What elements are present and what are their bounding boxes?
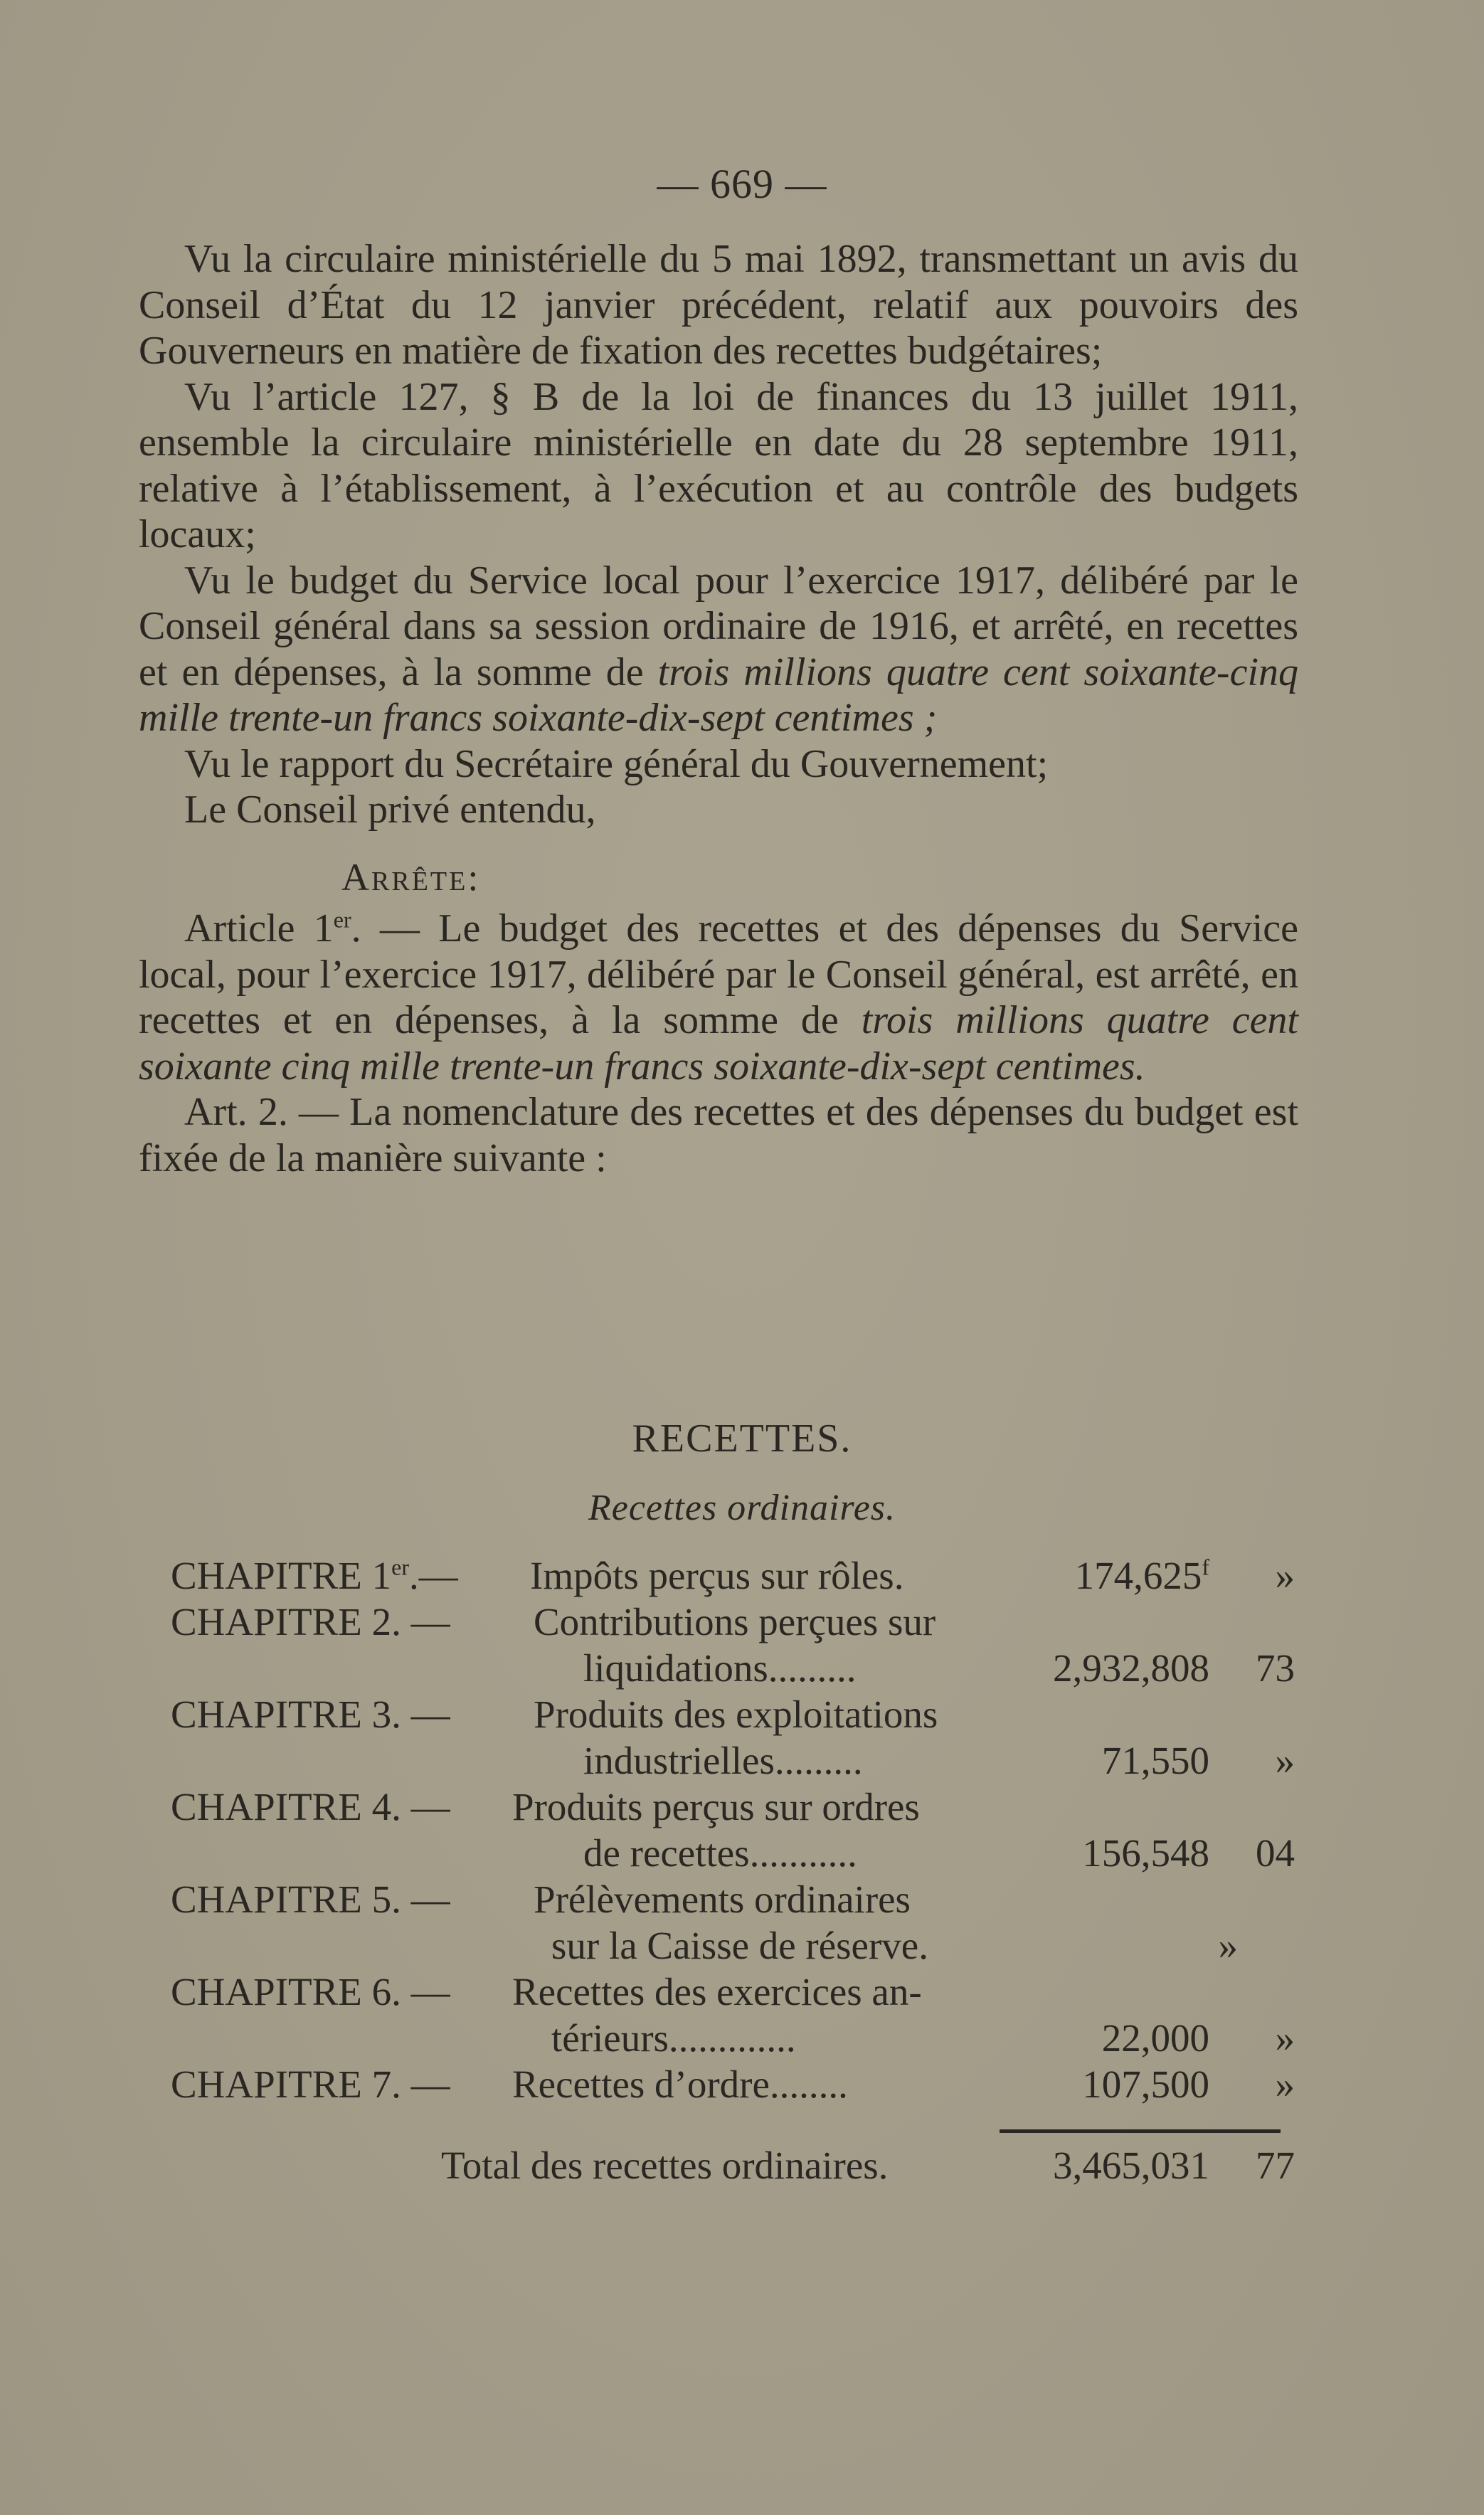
chapter-2 xyxy=(171,1599,1295,1692)
chapter-3-cents: » xyxy=(1275,1739,1295,1782)
chapter-7-line xyxy=(171,2062,1295,2108)
chapter-5-desc-2: sur la Caisse de réserve. xyxy=(551,1924,928,1967)
body-text xyxy=(139,236,1298,1181)
chapter-5-cents: » xyxy=(1218,1924,1238,1967)
chapter-6-desc-2: térieurs............. xyxy=(551,2016,796,2060)
chapter-1-label xyxy=(171,1553,458,1598)
chapter-5 xyxy=(171,1877,1295,1969)
total-label: Total des recettes ordinaires. xyxy=(441,2144,889,2187)
chapter-1-label-dash: .— xyxy=(409,1554,458,1597)
chapter-1-line xyxy=(171,1553,1295,1599)
chapter-6-amount: 22,000 xyxy=(1101,2016,1209,2060)
chapter-7-cents: » xyxy=(1275,2063,1295,2106)
article-1-amount-words: trois millions quatre cent soixante cinq mille trente-un francs soixante-dix-sept centimes. xyxy=(139,998,1298,1089)
chapter-3-desc-2: industrielles......... xyxy=(583,1739,863,1782)
paragraph-article-127: Vu l’article 127, § B de la loi de finances du 13 juillet 1911, ensemble la circulaire ministérielle en date du 28 septembre 1911, relative à l’établissement, à l’exécution et au contrôle des budgets locaux; xyxy=(139,374,1298,556)
budget-text: Vu le budget du Service local pour l’exercice 1917, délibéré par le Conseil général dans sa session ordinaire de 1916, et arrêté, en recettes et en dépenses, à la somme de xyxy=(139,558,1298,694)
chapter-2-desc-2: liquidations......... xyxy=(583,1646,857,1690)
chapter-6-cents: » xyxy=(1275,2016,1295,2060)
chapter-1-label-sup: er xyxy=(391,1554,410,1580)
chapter-5-label: CHAPITRE 5. — xyxy=(171,1878,450,1921)
total-row xyxy=(171,2143,1295,2189)
total-line xyxy=(171,2143,1295,2189)
chapter-7 xyxy=(171,2062,1295,2108)
chapter-5-line-2 xyxy=(171,1923,1295,1969)
chapter-7-label: CHAPITRE 7. — xyxy=(171,2063,450,2106)
chapter-3 xyxy=(171,1692,1295,1784)
article-1-sup: er xyxy=(333,906,351,933)
chapter-1-desc: Impôts perçus sur rôles. xyxy=(530,1554,904,1597)
total-rule xyxy=(1000,2129,1281,2133)
total-amount: 3,465,031 xyxy=(1053,2144,1209,2187)
paragraph-article-2: Art. 2. — La nomenclature des recettes et des dépenses du budget est fixée de la manière suivante : xyxy=(139,1090,1298,1180)
chapter-2-label: CHAPITRE 2. — xyxy=(171,1600,450,1643)
chapter-6-line-1 xyxy=(171,1969,1295,2016)
chapter-2-amount: 2,932,808 xyxy=(1053,1646,1209,1690)
chapter-3-label: CHAPITRE 3. — xyxy=(171,1693,450,1736)
chapter-7-amount: 107,500 xyxy=(1082,2063,1209,2106)
chapter-3-desc-1: Produits des exploitations xyxy=(534,1693,938,1736)
article-1-text: . — Le budget des recettes et des dépenses du Service local, pour l’exercice 1917, délibéré par le Conseil général, est arrêté, en recettes et en dépenses, à la somme de xyxy=(139,906,1298,1042)
chapter-5-desc-1: Prélèvements ordinaires xyxy=(534,1878,911,1921)
chapter-3-line-2 xyxy=(171,1738,1295,1784)
page-number: — 669 — xyxy=(657,161,827,207)
chapter-4-desc-2: de recettes........... xyxy=(583,1831,857,1875)
chapter-1-amount-value: 174,625 xyxy=(1074,1554,1202,1597)
total-cents: 77 xyxy=(1256,2144,1295,2187)
arrete-heading: Arrête: xyxy=(341,855,481,899)
chapter-4-label: CHAPITRE 4. — xyxy=(171,1785,450,1828)
chapter-1-label-text: CHAPITRE 1 xyxy=(171,1554,392,1597)
chapter-1 xyxy=(171,1553,1295,1599)
chapter-4-amount: 156,548 xyxy=(1082,1831,1209,1875)
chapter-6-desc-1: Recettes des exercices an- xyxy=(512,1970,922,2013)
section-subtitle: Recettes ordinaires. xyxy=(588,1488,896,1528)
chapter-5-line-1 xyxy=(171,1877,1295,1923)
paragraph-conseil: Le Conseil privé entendu, xyxy=(184,788,596,832)
chapter-6-line-2 xyxy=(171,2016,1295,2062)
chapter-4-desc-1: Produits perçus sur ordres xyxy=(512,1785,920,1828)
chapter-1-amount xyxy=(1075,1553,1209,1598)
paragraph-rapport: Vu le rapport du Secrétaire général du Gouvernement; xyxy=(184,741,1049,786)
chapter-2-line-2 xyxy=(171,1646,1295,1692)
chapter-7-desc: Recettes d’ordre........ xyxy=(512,2063,848,2106)
chapter-4-line-2 xyxy=(171,1831,1295,1877)
chapter-2-line-1 xyxy=(171,1599,1295,1646)
paragraph-circulaire-1892: Vu la circulaire ministérielle du 5 mai 1892, transmettant un avis du Conseil d’État du 12 janvier précédent, relatif aux pouvoirs des Gouverneurs en matière de fixation des recettes budgétaires; xyxy=(139,237,1298,373)
chapter-4-cents: 04 xyxy=(1256,1831,1295,1875)
section-title: RECETTES. xyxy=(632,1417,852,1461)
budget-amount-words: trois millions quatre cent soixante-cinq mille trente-un francs soixante-dix-sept centimes ; xyxy=(139,650,1298,740)
chapter-1-cents: » xyxy=(1275,1554,1295,1597)
chapter-6 xyxy=(171,1969,1295,2062)
chapter-2-cents: 73 xyxy=(1256,1646,1295,1690)
chapter-2-desc-1: Contributions perçues sur xyxy=(534,1600,936,1643)
chapter-3-amount: 71,550 xyxy=(1101,1739,1209,1782)
chapter-3-line-1 xyxy=(171,1692,1295,1738)
chapter-1-amount-unit: f xyxy=(1202,1554,1209,1580)
chapter-4 xyxy=(171,1784,1295,1877)
paragraph-article-1 xyxy=(139,906,1298,1089)
article-1-prefix: Article 1 xyxy=(184,906,334,951)
paragraph-budget-1917 xyxy=(139,558,1298,741)
chapter-6-label: CHAPITRE 6. — xyxy=(171,1970,450,2013)
chapter-4-line-1 xyxy=(171,1784,1295,1831)
